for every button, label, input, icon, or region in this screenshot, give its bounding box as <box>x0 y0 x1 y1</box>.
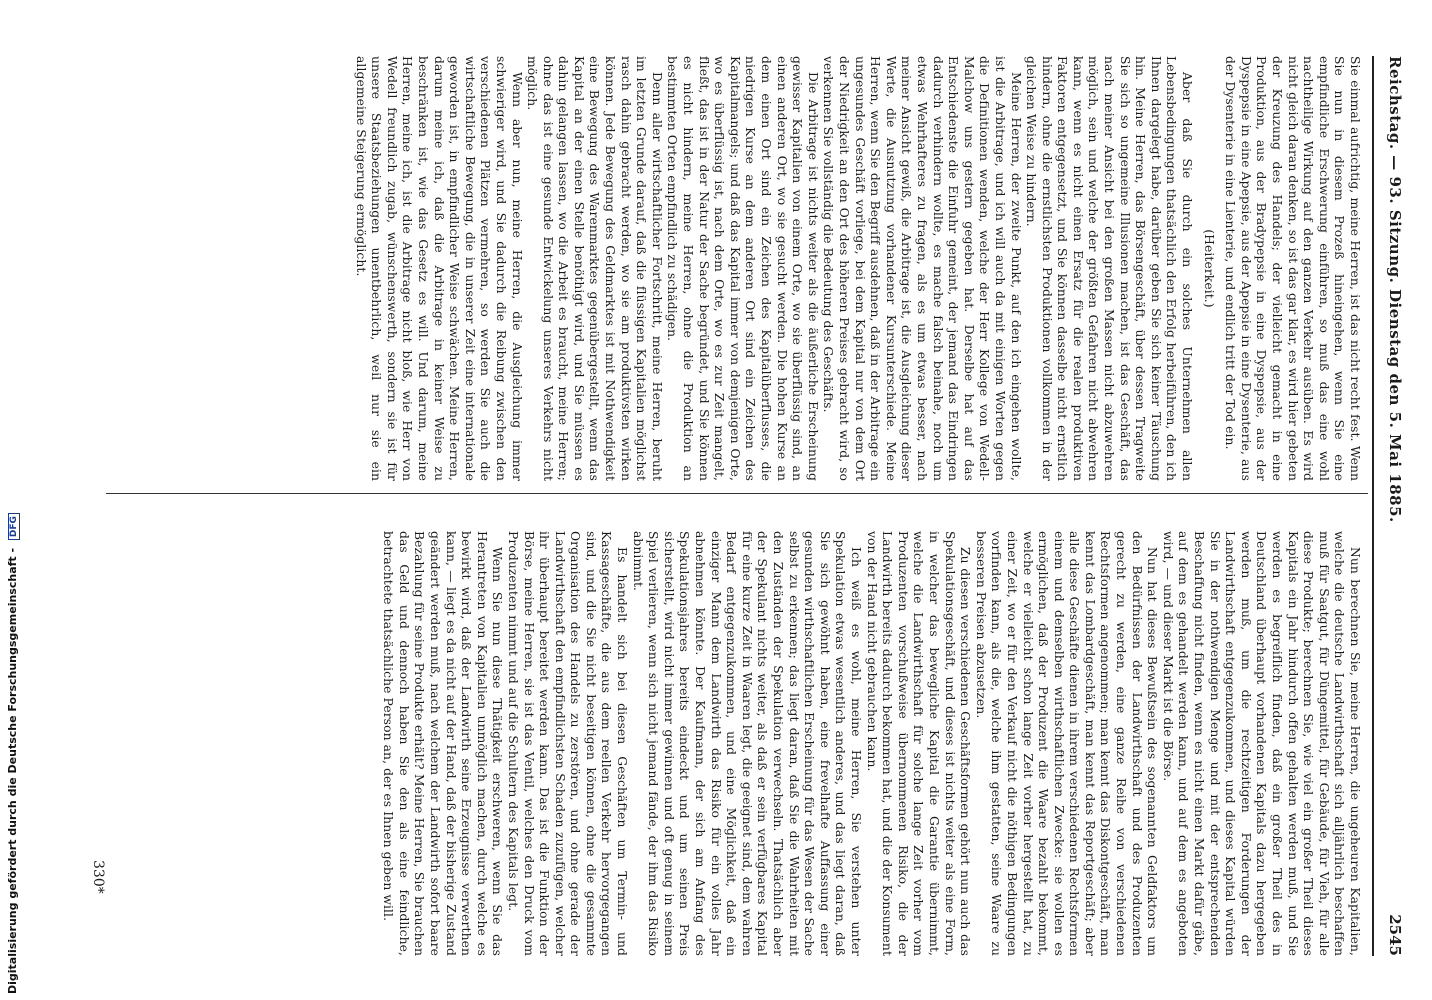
digitization-credit-strip <box>0 0 40 1000</box>
paragraph: Wenn aber nun, meine Herren, die Ausgleichung immer schwieriger wird, und Sie dadurch die Reibung zwischen den verschiedenen Plätzen vermehren, so werden Sie auch die wirtschaftliche Bewegung, die in unserer Zeit eine internationale geworden ist, in empfindlicher Weise schwächen. Meine Herren, darum meine ich, daß die Arbitrage in keiner Weise zu beschränken ist, wie das Gesetz es will. Und darum, meine Herren, meine ich, ist die Arbitrage nicht bloß, wie Herr von Wedell freundlich zugab, wünschenswerth, sondern sie ist für unsere Staatsbeziehungen unentbehrlich, weil nur sie ein allgemeine Steigerung ermöglicht. <box>353 56 524 481</box>
page-header <box>1374 56 1404 956</box>
paragraph: Nun hat dieses Bewußtsein des sogenannten Geldfaktors um den Bedürfnissen der Landwirthschaft und des Produzenten gerecht zu werden, eine ganze Reihe von verschiedenen Rechtsformen angenommen; man kennt das Diskontgeschäft, man kennt das Lombardgeschäft, man kennt das Reportgeschäft; aber alle diese Geschäfte dienen in ihrem verschiedenen Rechtsformen einem und demselben wirthschaftlichen Zwecke: sie wollen es ermöglichen, daß der Produzent die Waare bezahlt bekommt, welche er vielleicht schon lange Zeit vorher hergestellt hat, zu einer Zeit, wo er für den Verkauf nicht die nöthigen Bedingungen vorfinden kann, als die, welche ihm gestatten, seine Waare zu besseren Preisen abzusetzen. <box>973 531 1160 956</box>
paragraph: Es handelt sich bei diesen Geschäften um Termin- und Kassageschäfte, die aus dem reellen Verkehr hervorgegangen sind, und die Sie nicht beseitigen können, ohne die gesammte Organisation des Handels zu zerstören, und ohne gerade der Landwirthschaft den empfindlichsten Schaden zuzufügen, welcher ihr überhaupt bereitet werden kann. Das ist die Funktion der Börse, meine Herren, sie ist das Ventil, welches den Druck vom Produzenten nimmt und auf die Schultern des Kapitals legt. <box>505 531 630 956</box>
paragraph: Die Arbitrage ist nichts weiter als die äußerliche Erscheinung gewisser Kapitalien von einem Orte, wo sie überflüssig sind, an einen anderen Ort, wo sie gesucht werden. Die hohen Kurse an dem einen Ort sind ein Zeichen des Kapitalüberflusses, die niedrigen Kurse an dem anderen Ort sind ein Zeichen des Kapitalmangels; und daß das Kapital immer von demjenigen Orte, wo es überflüssig ist, nach dem Orte, wo es zur Zeit mangelt, fließt, das ist in der Natur der Sache begründet, und Sie können es nicht hindern, meine Herren, ohne die Produktion an bestimmten Orten empfindlich zu schädigen. <box>665 56 820 481</box>
paragraph: Sie einmal aufrichtig, meine Herren, ist das nicht recht fest. Wenn Sie nun in diesem Prozeß hineingehen, wenn Sie eine empfindliche Erschwerung einführen, so muß das eine wohl nachtheilige Wirkung auf den ganzen Verkehr ausüben. Es wird nicht gleich daran denken, so ist das gar klar, es wird hier gebeten der Kreuzung des Handels; der vielleicht gemacht in eine Produktion, aus der Bradypepsie in eine Dyspepsie, aus der Dyspepsie in eine Apepsie, aus der Apepsie in eine Dysenterie, aus der Dysenterie in eine Lienterie, und endlich tritt der Tod ein. <box>1223 56 1362 481</box>
credit-text: Digitalisierung gefördert durch die Deutsche Forschungsgemeinschaft - <box>6 547 19 994</box>
page-number: 2545 <box>1386 914 1404 956</box>
column-divider <box>106 493 1368 494</box>
interjection: (Heiterkeit.) <box>1201 229 1216 308</box>
dfg-logo: DFG <box>8 513 20 540</box>
paragraph: Denn aller wirtschaftlicher Fortschritt, meine Herren, beruht im letzten Grunde darauf, daß die flüssigen Kapitalien möglichst rasch dahin gebracht werden, wo sie am produktivsten wirken können. Jede Bewegung des Geldmarktes ist mit Nothwendigkeit eine Bewegung des Warenmarktes gegenübergestellt, wenn das Kapital an der einen Stelle benöthigt wird, und Sie müssen es dahin gelangen lassen, wo die Arbeit es braucht, meine Herren; ohne das ist eine gesunde Entwickelung unseres Verkehrs nicht möglich. <box>525 56 664 481</box>
paragraph: Aber daß Sie durch ein solches Unternehmen allen Lebensbedingungen thatsächlich den Erfolg herbeiführen, den ich Ihnen dargelegt habe, darüber geben Sie sich keiner Täuschung hin. Meine Herren, das Börsengeschäft, über dessen Tragweite Sie sich so ungemeine Illusionen machen, ist das Geschäft, das nach meiner Ansicht bei den großen Massen nicht abzuwehren möglich, sein und welche der größten Gefahren nicht abwehren kann, wenn es nicht einen Ersatz für die realen produktiven Faktoren entgegensetzt, und Sie können dasselbe nicht ernstlich hindern, ohne die ernstlichsten Produktionen vollkommen in der gleichen Weise zu hindern. <box>1024 56 1195 481</box>
paragraph: Nun berechnen Sie, meine Herren, die ungeheuren Kapitalien, welche die deutsche Landwirthschaft sich alljährlich beschaffen muß für Saatgut, für Düngemittel, für Gebäude, für Vieh, für alle diese Produkte; berechnen Sie, wie viel ein großer Theil dieses Kapitals ein Jahr hindurch offen gehalten werden muß, und Sie werden es begreiflich finden, daß ein großer Theil des in Deutschland überhaupt vorhandenen Kapitals dazu hergegeben werden muß, um die rechtzeitigen Forderungen der Landwirthschaft entgegenzukommen, und dieses Kapital würden Sie in der nothwendigen Menge und mit der entsprechenden Beschaffung nicht finden, wenn es nicht einen Markt dafür gäbe, auf dem es gehandelt werden kann, und auf dem es angeboten wird, — und dieser Markt ist die Börse. <box>1160 531 1362 956</box>
paragraph: Meine Herren, der zweite Punkt, auf den ich eingehen wollte, ist die Arbitrage, und ich will auch da mit einigen Worten gegen die Definitionen wenden, welche der Herr Kollege von Wedell-Malchow uns gestern gegeben hat. Derselbe hat auf das Entschiedenste die Einfuhr gemeint, der jemand das Eindringen dadurch verhindern wollte, es mache falsch beinahe, noch um etwas Wehrhafteres zu fragen, als es um etwas besser, nach meiner Ansicht gewiß, die Arbitrage ist, die Ausgleichung dieser Werte, die Ausnutzung vorhandener Kursunterschiede. Meine Herren, wenn Sie den Begriff ausdehnen, daß in der Arbitrage ein ungesundes Geschäft vorliege, bei dem Kapital nur von dem Ort der Niedrigkeit an den Ort des höheren Preises gebracht wird, so verkennen Sie vollständig die Bedeutung des Geschäfts. <box>821 56 1023 481</box>
signature-mark: 330* <box>90 860 106 894</box>
paragraph: Ich weiß es wohl, meine Herren, Sie verstehen unter Spekulation etwas wesentlich anderes, und das liegt daran, daß Sie sich gewöhnt haben, eine frevelhafte Auffassung einer gesunden wirthschaftlichen Erscheinung für das Wesen der Sache selbst zu erkennen; das liegt daran, daß Sie die Wahrheiten mit den Zuständen der Spekulation verwechseln. Thatsächlich aber der Spekulant nichts weiter, als daß er sein verfügbares Kapital für eine kurze Zeit in Waaren legt, die geeignet sind, dem wahren Bedarf entgegenzukommen, und eine Möglichkeit, daß ein einziger Mann dem Landwirth das Risiko für ein volles Jahr abnehmen könnte. Der Kaufmann, der sich am Anfang des Spekulationsjahres bereits eindeckt und um seinen Preis sicherstellt, wird nicht immer gewinnen und oft genug in seinem Spiel verlieren, wenn sich nicht jemand fände, der ihm das Risiko abnimmt. <box>630 531 863 956</box>
digitization-credit <box>6 513 20 994</box>
header-rule <box>1372 56 1374 956</box>
paragraph: Wenn Sie nun diese Thätigkeit erschweren, wenn Sie das Herantreten von Kapitalien unmöglich machen, durch welche es bewirkt wird, daß der Landwirth seine Erzeugnisse verwerthen kann, — liegt es da nicht auf der Hand, daß der bisherige Zustand geändert werden muß, nach welchem der Landwirth sofort baare Bezahlung für seine Produkte erhält? Meine Herren, Sie brauchen das Geld und dennoch haben Sie den als eine feindliche, betrachtete thatsächliche Person an, der es Ihnen geben will. <box>381 531 505 956</box>
paragraph: Zu diesen verschiedenen Geschäftsformen gehört nun auch das Spekulationsgeschäft, und dieses ist nichts weiter als eine Form, in welcher das bewegliche Kapital die Garantie übernimmt, welche die Landwirthschaft für solche lange Zeit vorher vom Produzenten vorschußweise übernommenen Risiko, die der Landwirth bereits dadurch bekommen hat, und die der Konsument von der Hand nicht gebrauchen kann. <box>864 531 973 956</box>
text-column-right <box>112 531 1362 956</box>
running-title: Reichstag. — 93. Sitzung. Dienstag den 5. Mai 1885. <box>1386 56 1404 523</box>
text-column-left <box>112 56 1362 481</box>
